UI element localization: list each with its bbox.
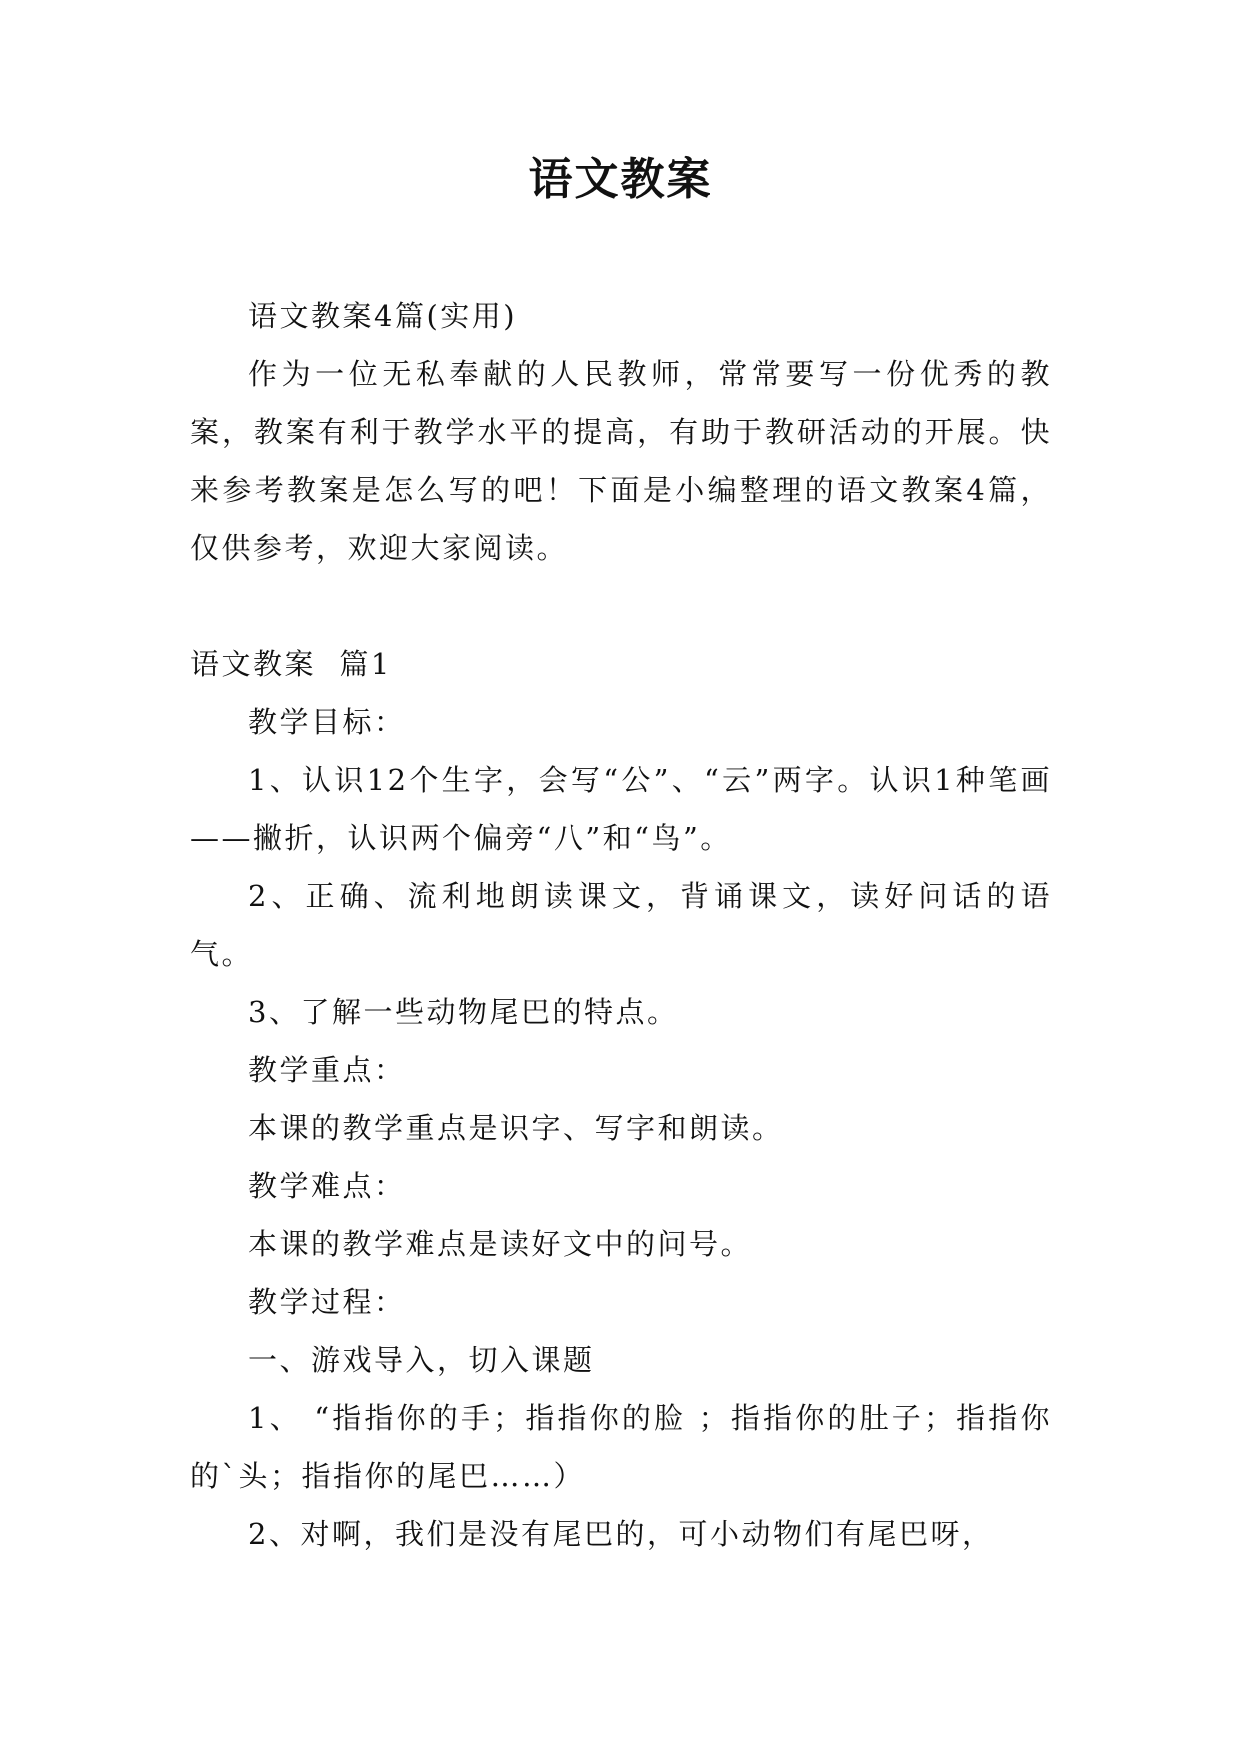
paragraph-key-points: 本课的教学重点是识字、写字和朗读。 <box>248 1111 784 1145</box>
paragraph-difficulties-label: 教学难点： <box>248 1169 406 1203</box>
paragraph-objective-3: 3、了解一些动物尾巴的特点。 <box>248 995 679 1029</box>
document-body <box>190 287 1052 1563</box>
paragraph-objective-2: 2、正确、流利地朗读课文，背诵课文，读好问话的语气。 <box>190 879 1052 971</box>
paragraph-process-label: 教学过程： <box>248 1285 406 1319</box>
section-heading: 语文教案 篇1 <box>190 647 392 681</box>
document-subtitle: 语文教案4篇(实用) <box>248 299 518 333</box>
paragraph-key-points-label: 教学重点： <box>248 1053 406 1087</box>
paragraph-step-2: 2、对啊，我们是没有尾巴的，可小动物们有尾巴呀， <box>248 1517 994 1551</box>
blank-line <box>190 577 1052 635</box>
paragraph-step-heading: 一、游戏导入，切入课题 <box>248 1343 595 1377</box>
paragraph-objective-1: 1、认识12个生字，会写“公”、“云”两字。认识1种笔画——撇折，认识两个偏旁“八”和“鸟”。 <box>190 763 1052 855</box>
paragraph-step-1: 1、 “指指你的手；指指你的脸 ；指指你的肚子；指指你的`头；指指你的尾巴……） <box>190 1401 1052 1493</box>
intro-paragraph: 作为一位无私奉献的人民教师，常常要写一份优秀的教案，教案有利于教学水平的提高，有助于教研活动的开展。快来参考教案是怎么写的吧！下面是小编整理的语文教案4篇，仅供参考，欢迎大家阅读。 <box>190 357 1052 565</box>
document-title: 语文教案 <box>528 154 713 205</box>
paragraph-difficulties: 本课的教学难点是读好文中的问号。 <box>248 1227 753 1261</box>
paragraph-objectives-label: 教学目标： <box>248 705 406 739</box>
